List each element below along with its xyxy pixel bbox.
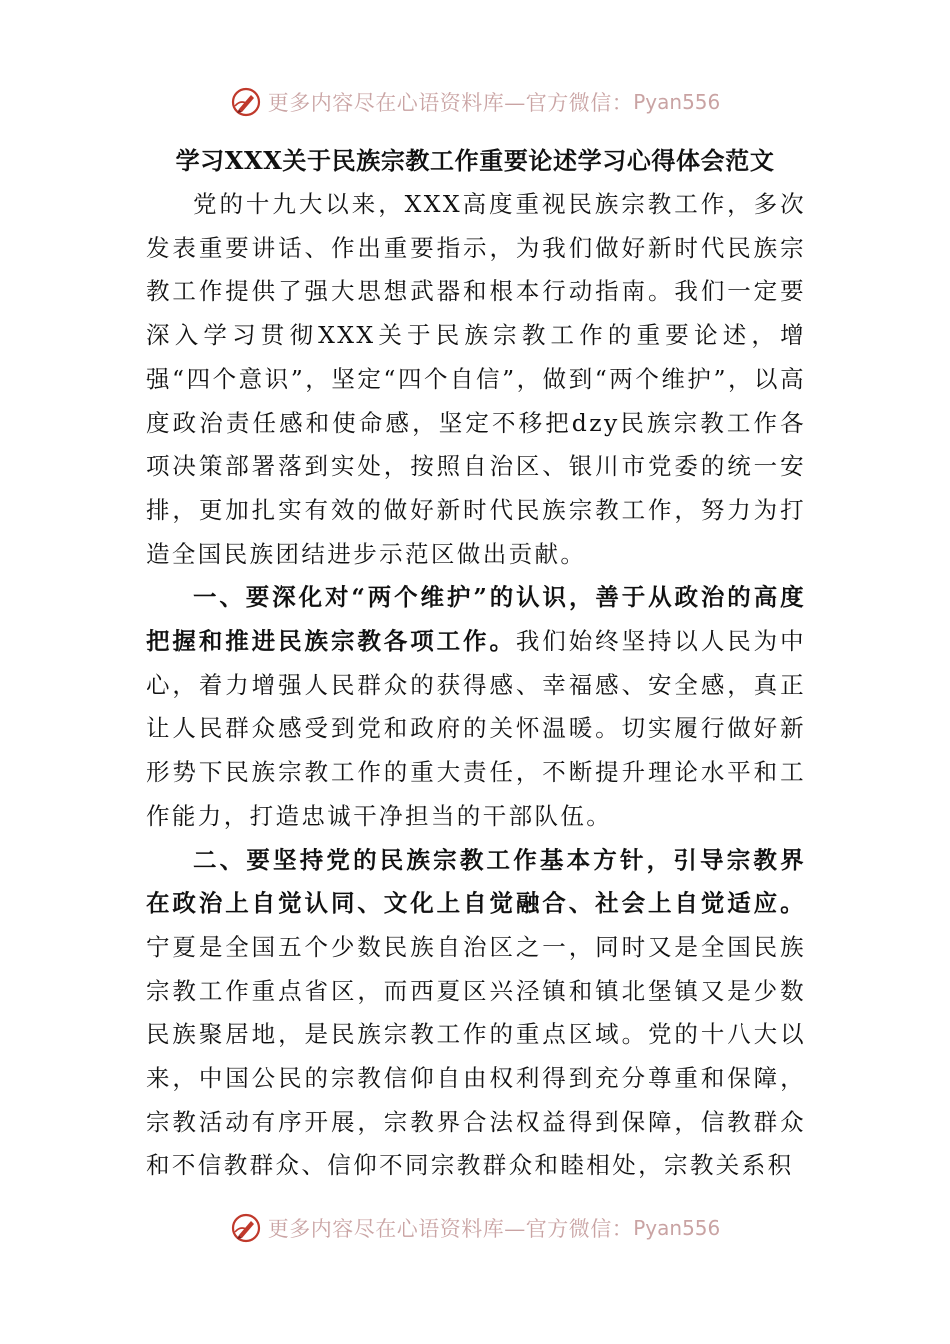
footer-watermark [0,1208,950,1248]
paragraph-text: 我们始终坚持以人民为中心，着力增强人民群众的获得感、幸福感、安全感，真正让人民群众感受到党和政府的关怀温暖。切实履行做好新形势下民族宗教工作的重大责任，不断提升理论水平和工作能力，打造忠诚干净担当的干部队伍。 [146,627,806,830]
paragraph-section-1 [146,576,806,838]
header-watermark [0,82,950,122]
section-heading: 二、要坚持党的民族宗教工作基本方针，引导宗教界在政治上自觉认同、文化上自觉融合、社会上自觉适应。 [146,845,806,918]
paragraph-text: 党的十九大以来，XXX高度重视民族宗教工作，多次发表重要讲话、作出重要指示，为我们做好新时代民族宗教工作提供了强大思想武器和根本行动指南。我们一定要深入学习贯彻XXX关于民族宗教工作的重要论述，增强“四个意识”，坚定“四个自信”，做到“两个维护”，以高度政治责任感和使命感，坚定不移把dzy民族宗教工作各项决策部署落到实处，按照自治区、银川市党委的统一安排，更加扎实有效的做好新时代民族宗教工作，努力为打造全国民族团结进步示范区做出贡献。 [146,190,806,568]
watermark-id: Pyan556 [633,90,721,114]
paragraph-section-2 [146,839,806,1189]
document-body [146,183,806,1188]
pen-logo-icon [230,86,262,118]
watermark-id: Pyan556 [633,1216,721,1240]
pen-logo-icon [230,1212,262,1244]
section-heading: 一、要深化对“两个维护”的认识，善于从政治的高度把握和推进民族宗教各项工作。 [146,583,806,656]
watermark-text: 更多内容尽在心语资料库—官方微信： [267,91,634,115]
document-title: 学习XXX关于民族宗教工作重要论述学习心得体会范文 [175,146,775,175]
watermark-text: 更多内容尽在心语资料库—官方微信： [267,1217,634,1241]
paragraph-text: 宁夏是全国五个少数民族自治区之一，同时又是全国民族宗教工作重点省区，而西夏区兴泾镇和镇北堡镇又是少数民族聚居地，是民族宗教工作的重点区域。党的十八大以来，中国公民的宗教信仰自由权利得到充分尊重和保障，宗教活动有序开展，宗教界合法权益得到保障，信教群众和不信教群众、信仰不同宗教群众和睦相处，宗教关系积 [146,932,806,1180]
paragraph-intro [146,183,806,576]
